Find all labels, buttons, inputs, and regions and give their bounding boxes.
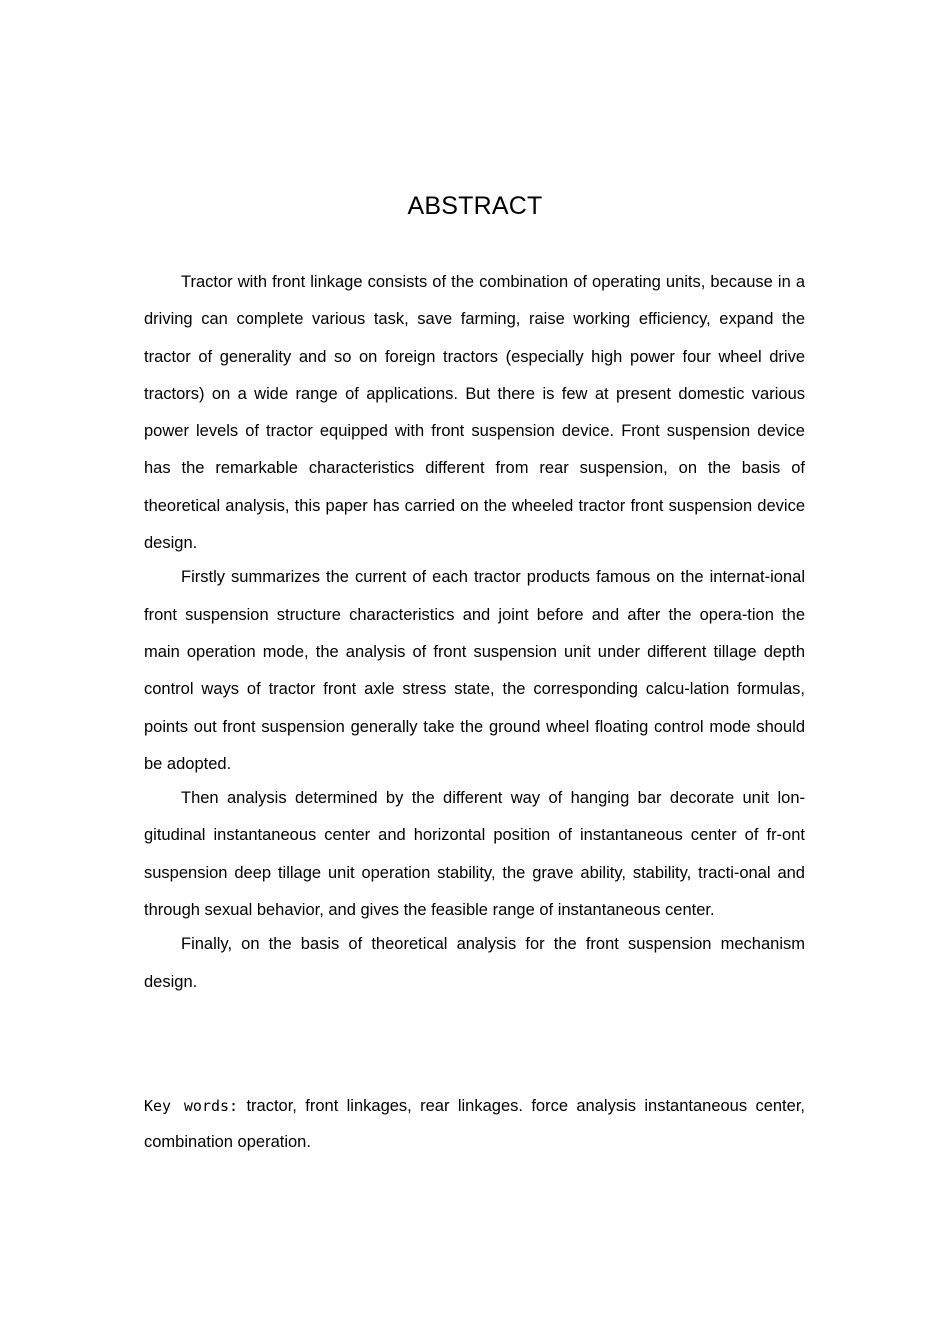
abstract-paragraph: Finally, on the basis of theoretical analysis for the front suspension mechanism design.: [144, 935, 805, 991]
keywords-line: [144, 1088, 805, 1160]
abstract-paragraph: Then analysis determined by the different way of hanging bar decorate unit lon-gitudinal instantaneous center and horizontal position of instantaneous center of fr-ont suspension deep tillage unit operation stability, the grave ability, stability, tracti-onal and through sexual behavior, and gives the feasible range of instantaneous center.: [144, 789, 805, 920]
abstract-body: [144, 264, 805, 1001]
keywords-label: Key words:: [144, 1097, 239, 1115]
abstract-paragraph: Tractor with front linkage consists of the combination of operating units, because in a driving can complete various task, save farming, raise working efficiency, expand the tractor of generality and so on foreign tractors (especially high power four wheel drive tractors) on a wide range of applications. But there is few at present domestic various power levels of tractor equipped with front suspension device. Front suspension device has the remarkable characteristics different from rear suspension, on the basis of theoretical analysis, this paper has carried on the wheeled tractor front suspension device design.: [144, 273, 805, 553]
abstract-title: ABSTRACT: [407, 192, 543, 220]
keywords-text: tractor, front linkages, rear linkages. force analysis instantaneous center, combination operation.: [144, 1097, 805, 1151]
abstract-paragraph: Firstly summarizes the current of each tractor products famous on the internat-ional front suspension structure characteristics and joint before and after the opera-tion the main operation mode, the analysis of front suspension unit under different tillage depth control ways of tractor front axle stress state, the corresponding calcu-lation formulas, points out front suspension generally take the ground wheel floating control mode should be adopted.: [144, 568, 805, 773]
